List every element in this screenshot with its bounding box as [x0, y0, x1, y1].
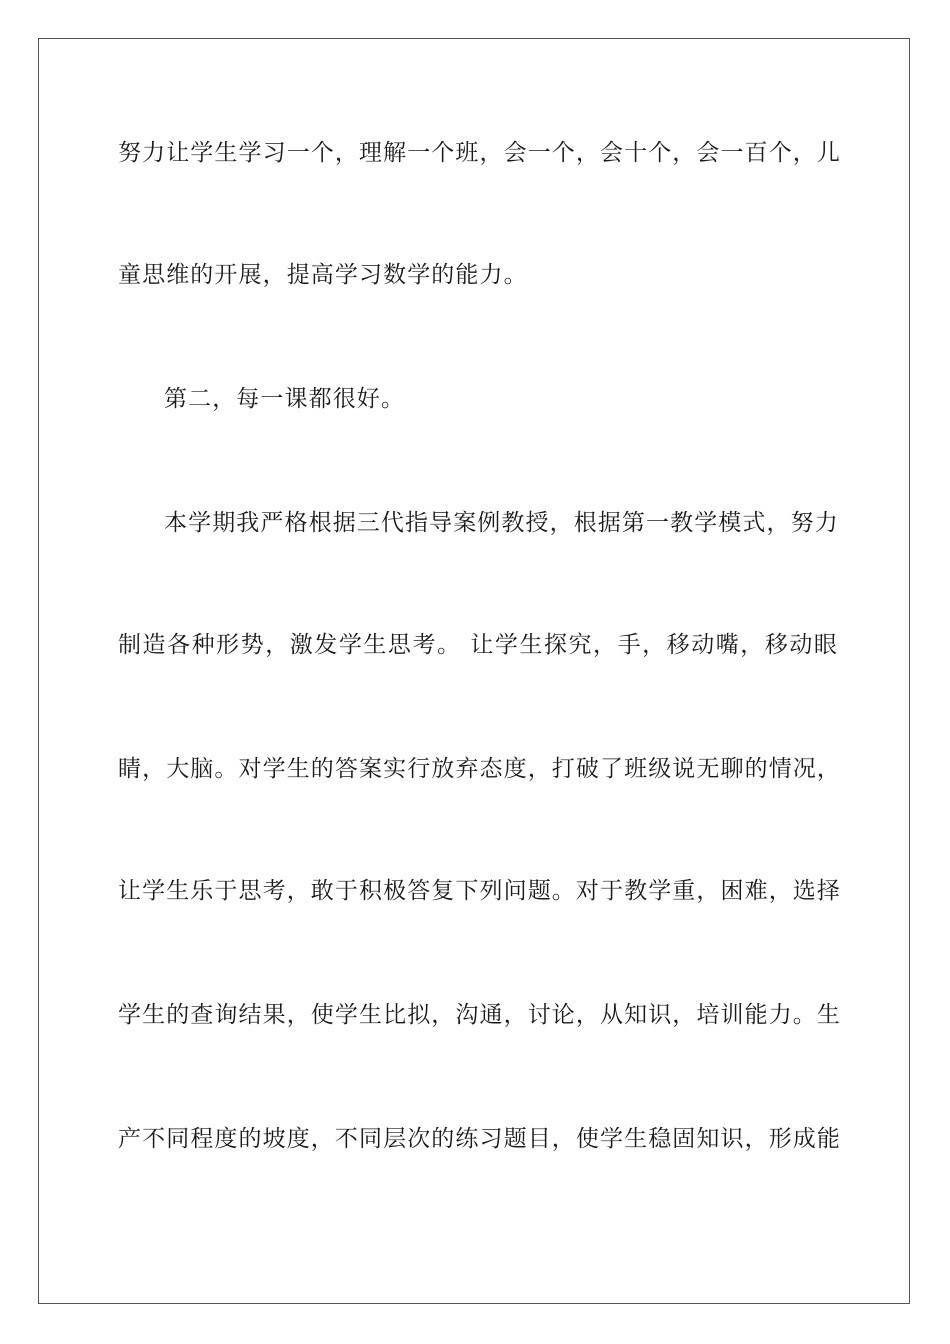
- text-line-4: 本学期我严格根据三代指导案例教授，根据第一教学模式，努力: [164, 510, 839, 536]
- text-line-9: 产不同程度的坡度，不同层次的练习题目，使学生稳固知识，形成能: [118, 1126, 841, 1152]
- text-line-5: 制造各种形势，激发学生思考。 让学生探究，手，移动嘴，移动眼: [118, 632, 838, 658]
- text-line-1: 努力让学生学习一个，理解一个班，会一个，会十个，会一百个，儿: [118, 140, 841, 166]
- text-line-8: 学生的查询结果，使学生比拟，沟通，讨论，从知识，培训能力。生: [118, 1002, 841, 1028]
- text-line-3: 第二，每一课都很好。: [164, 386, 405, 412]
- text-line-6: 睛，大脑。对学生的答案实行放弃态度，打破了班级说无聊的情况，: [118, 756, 841, 782]
- text-line-7: 让学生乐于思考，敢于积极答复下列问题。对于教学重，困难，选择: [118, 878, 841, 904]
- page-border: [38, 38, 910, 1304]
- text-line-2: 童思维的开展，提高学习数学的能力。: [118, 262, 528, 288]
